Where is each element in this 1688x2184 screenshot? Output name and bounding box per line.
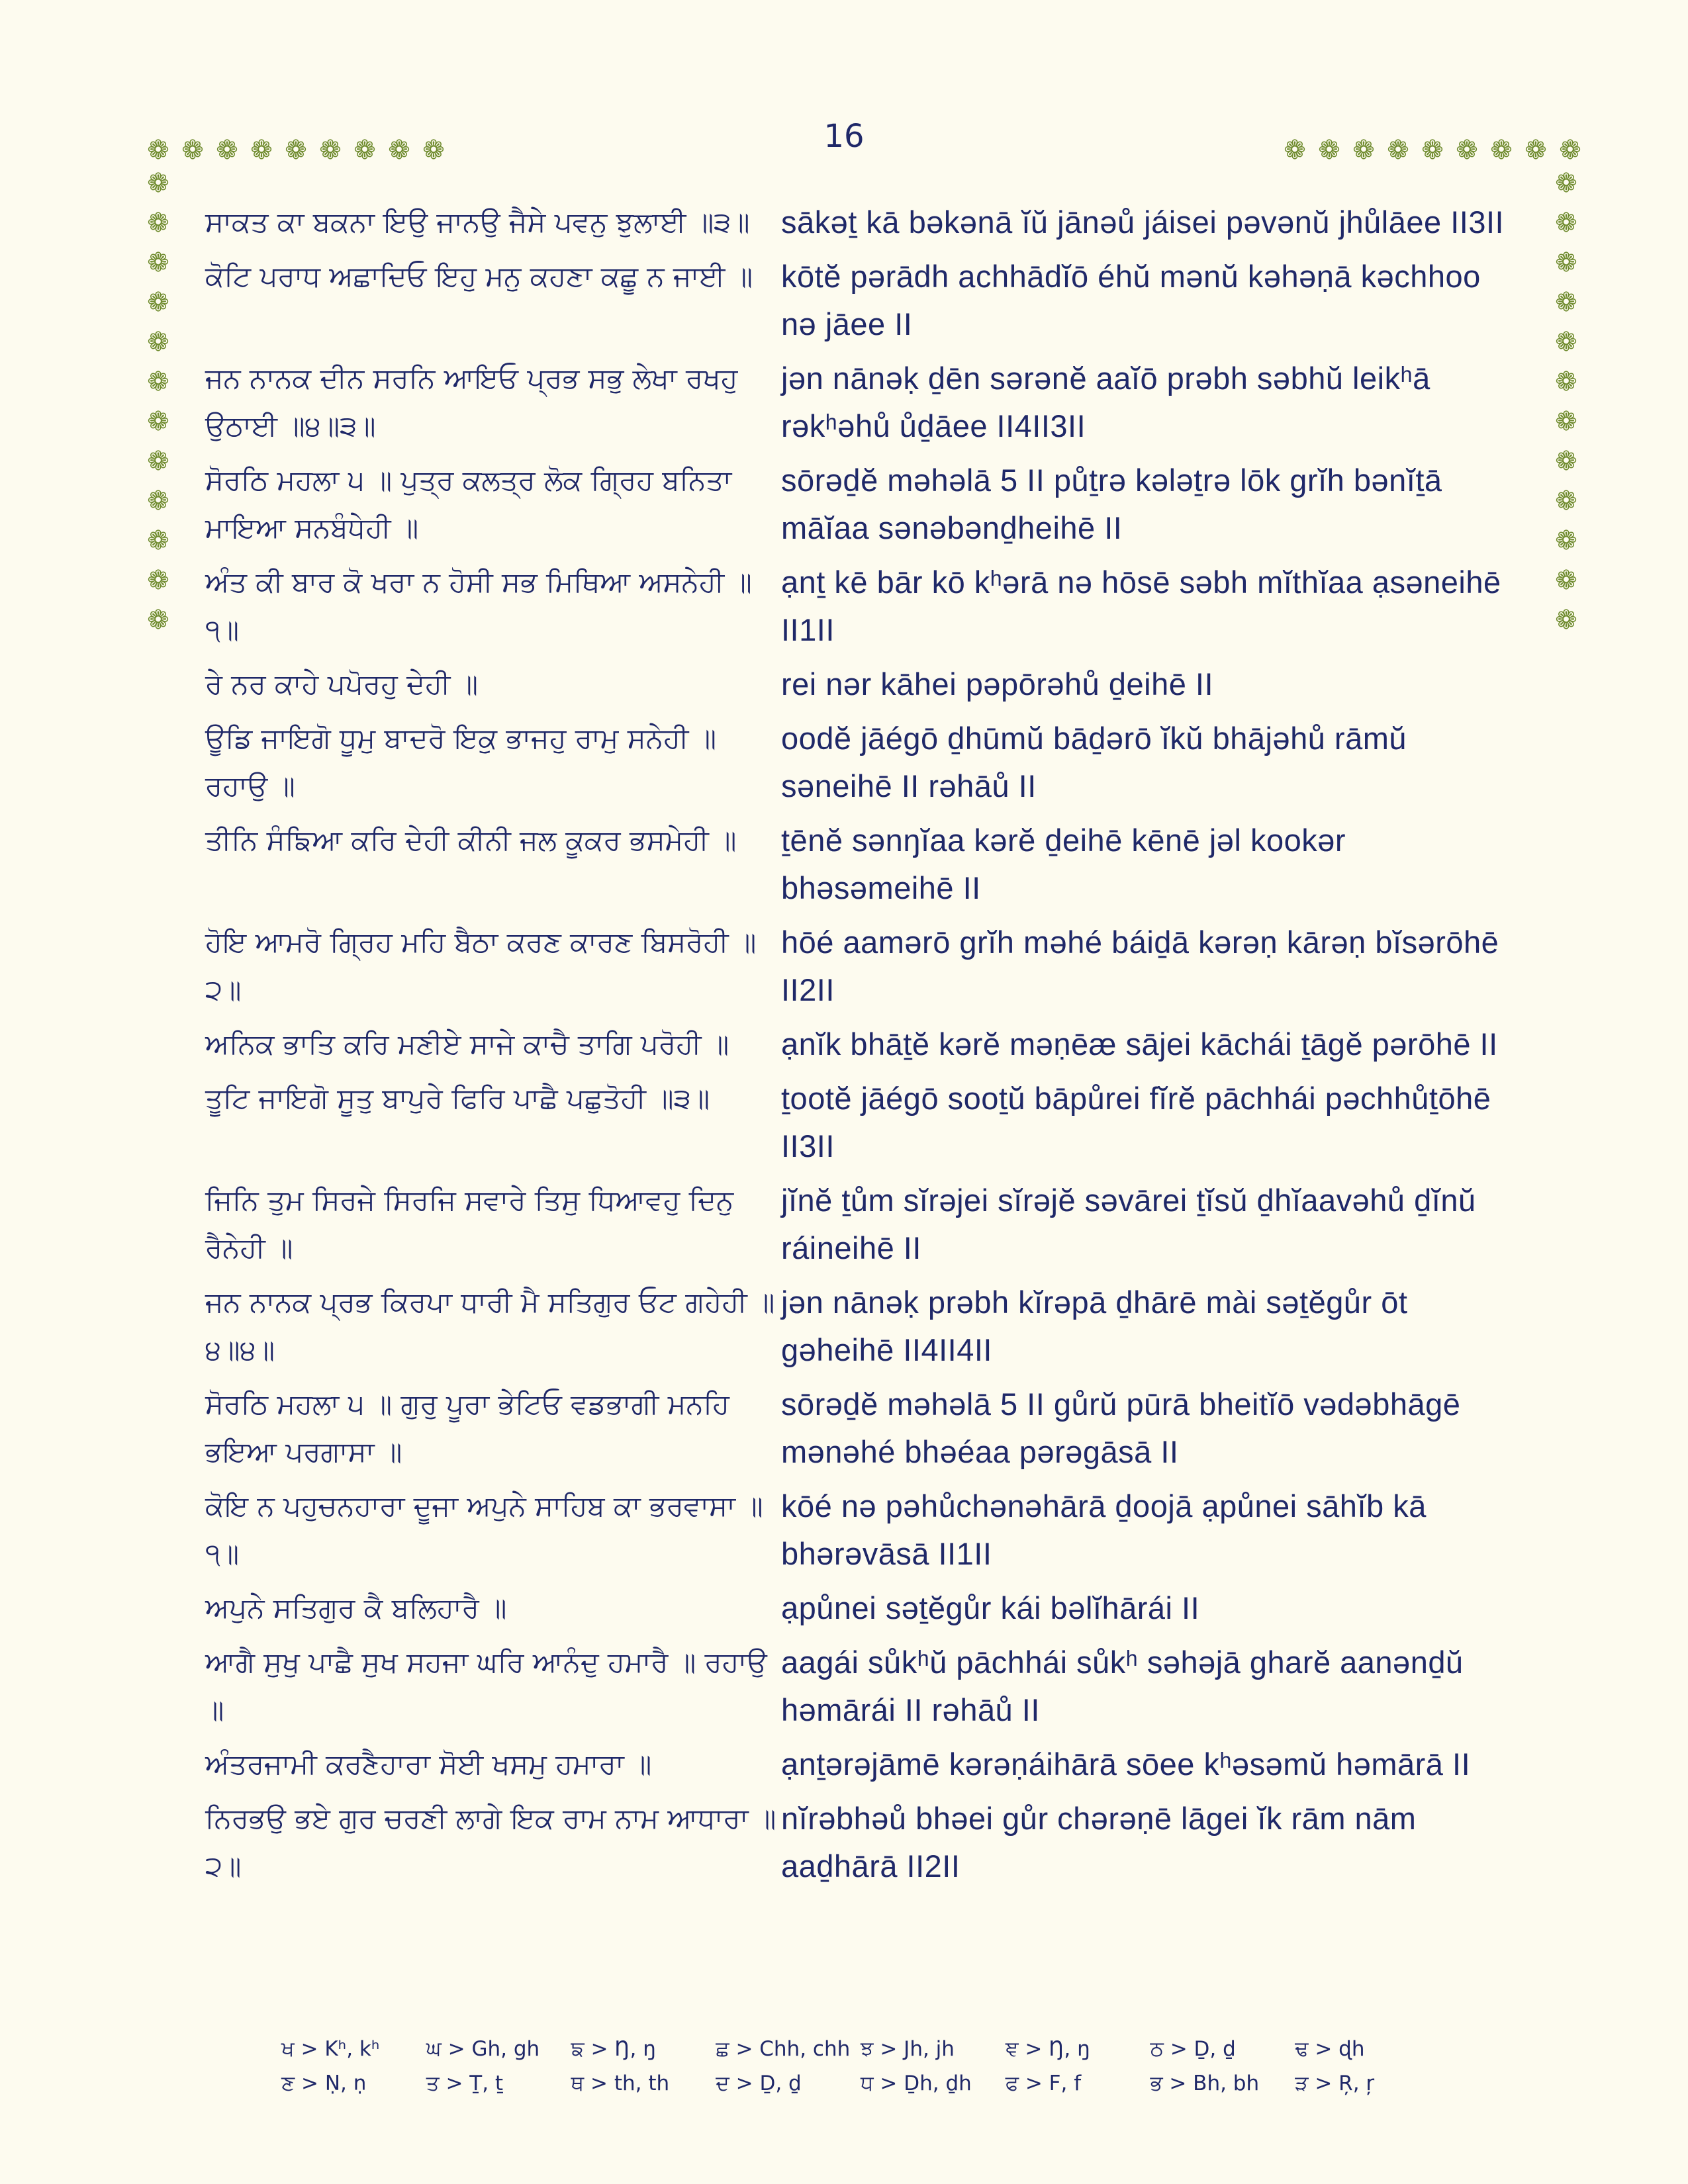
flower-icon: ❁ — [319, 135, 342, 165]
flower-icon: ❁ — [1555, 605, 1577, 635]
gurmukhi-text: ਜਨ ਨਾਨਕ ਪ੍ਰਭ ਕਿਰਪਾ ਧਾਰੀ ਮੈ ਸਤਿਗੁਰ ਓਟ ਗਹੇਹੀ ॥੪॥੪॥ — [205, 1286, 775, 1366]
verse-row — [205, 457, 1523, 552]
flower-icon: ❁ — [1555, 486, 1577, 516]
transliteration-key — [281, 2032, 1440, 2101]
gurmukhi-text: ਅੰਤਰਜਾਮੀ ਕਰਣੈਹਾਰਾ ਸੋਈ ਖਸਮੁ ਹਮਾਰਾ ॥ — [205, 1748, 652, 1780]
top-left-flower-border — [144, 137, 447, 163]
gurmukhi-text: ਕੋਇ ਨ ਪਹੁਚਨਹਾਰਾ ਦੂਜਾ ਅਪੁਨੇ ਸਾਹਿਬ ਕਾ ਭਰਵਾਸਾ ॥੧॥ — [205, 1490, 763, 1570]
transliteration-text: ạnṯ kē bār kō kʰərā nə hōsē səbh mĭthĭaa ạsəneihē II1II — [781, 565, 1501, 647]
transliteration-text: jĭnĕ ṯům sĭrəjei sĭrəjĕ səvārei ṯĭsŭ ḏhĭaavəhů ḏĭnŭ ráineihē II — [781, 1183, 1476, 1265]
flower-icon: ❁ — [1555, 287, 1577, 318]
flower-icon: ❁ — [147, 406, 169, 437]
transliteration-text: ṯēnĕ sənŋĭaa kərĕ ḏeihē kēnē jəl kookər bhəsəmeihē II — [781, 823, 1346, 905]
transliteration-text: ṯootĕ jāégō sooṯŭ bāpůrei fĭrĕ pāchhái pəchhůṯōhē II3II — [781, 1081, 1491, 1163]
key-entry: ਭ > Bh, bh — [1150, 2071, 1260, 2095]
key-entry: ਧ > Ḏh, ḏh — [861, 2071, 972, 2095]
gurmukhi-text: ਹੋਇ ਆਮਰੋ ਗ੍ਰਿਹ ਮਹਿ ਬੈਠਾ ਕਰਣ ਕਾਰਣ ਬਿਸਰੋਹੀ ॥੨॥ — [205, 926, 757, 1006]
flower-icon: ❁ — [1284, 135, 1306, 165]
gurmukhi-text: ਤੀਨਿ ਸੰਙਿਆ ਕਰਿ ਦੇਹੀ ਕੀਨੀ ਜਲ ਕੂਕਰ ਭਸਮੇਹੀ ॥ — [205, 824, 737, 856]
flower-icon: ❁ — [147, 287, 169, 318]
flower-icon: ❁ — [147, 135, 169, 165]
verse-row — [205, 1279, 1523, 1374]
gurmukhi-text: ਤੂਟਿ ਜਾਇਗੋ ਸੂਤੁ ਬਾਪੁਰੇ ਫਿਰਿ ਪਾਛੈ ਪਛੁਤੋਹੀ ॥੩॥ — [205, 1082, 710, 1115]
transliteration-text: nĭrəbhəů bhəei gůr chərəṇē lāgei ĭk rām nām aaḏhārā II2II — [781, 1801, 1417, 1884]
right-flower-border — [1552, 170, 1580, 633]
gurmukhi-text: ਜਨ ਨਾਨਕ ਦੀਨ ਸਰਨਿ ਆਇਓ ਪ੍ਰਭ ਸਭੁ ਲੇਖਾ ਰਖਹੁ ਉਠਾਈ ॥੪॥੩॥ — [205, 362, 738, 442]
verse-row — [205, 199, 1523, 246]
verse-row — [205, 715, 1523, 810]
verse-row — [205, 1795, 1523, 1890]
flower-icon: ❁ — [388, 135, 410, 165]
flower-icon: ❁ — [181, 135, 204, 165]
flower-icon: ❁ — [1456, 135, 1478, 165]
verse-row — [205, 1177, 1523, 1272]
key-entry: ੜ > Ŗ, ŗ — [1295, 2071, 1375, 2095]
flower-icon: ❁ — [1555, 327, 1577, 357]
verse-row — [205, 1482, 1523, 1578]
key-entry: ਞ > Ŋ, ŋ — [1005, 2036, 1090, 2061]
page-number: 16 — [823, 118, 865, 155]
gurmukhi-text: ਅਪੁਨੇ ਸਤਿਗੁਰ ਕੈ ਬਲਿਹਾਰੈ ॥ — [205, 1592, 507, 1624]
transliteration-text: ạpůnei səṯĕgůr kái bəlĭhārái II — [781, 1590, 1200, 1625]
key-row — [281, 2066, 1440, 2101]
verse-row — [205, 817, 1523, 912]
transliteration-text: sōrəḏĕ məhəlā 5 II půṯrə kələṯrə lōk grĭh bənĭṯā māĭaa sənəbənḏheihē II — [781, 463, 1442, 545]
gurmukhi-text: ਰੇ ਨਰ ਕਾਹੇ ਪਪੋਰਹੁ ਦੇਹੀ ॥ — [205, 668, 479, 700]
flower-icon: ❁ — [285, 135, 307, 165]
top-right-flower-border — [1281, 137, 1584, 163]
flower-icon: ❁ — [1555, 446, 1577, 477]
transliteration-text: sōrəḏĕ məhəlā 5 II gůrŭ pūrā bheitĭō vədəbhāgē mənəhé bhəéaa pərəgāsā II — [781, 1387, 1461, 1469]
flower-icon: ❁ — [1555, 525, 1577, 556]
transliteration-text: jən nānəḳ ḏēn sərənĕ aaĭō prəbh səbhŭ leikʰā rəkʰəhů ůḏāee II4II3II — [781, 361, 1430, 443]
left-flower-border — [144, 170, 172, 633]
verse-row — [205, 559, 1523, 654]
transliteration-text: ạnĭk bhāṯĕ kərĕ məṇēæ sājei kāchái ṯāgĕ pərōhē II — [781, 1026, 1498, 1062]
flower-icon: ❁ — [147, 486, 169, 516]
key-row — [281, 2032, 1440, 2066]
flower-icon: ❁ — [216, 135, 238, 165]
verse-table — [205, 199, 1523, 1897]
flower-icon: ❁ — [1524, 135, 1547, 165]
key-entry: ਖ > Kʰ, kʰ — [281, 2036, 380, 2061]
flower-icon: ❁ — [147, 327, 169, 357]
transliteration-text: kōé nə pəhůchənəhārā ḏoojā ạpůnei sāhĭb kā bhərəvāsā II1II — [781, 1488, 1427, 1571]
key-entry: ਥ > th, th — [571, 2071, 670, 2095]
flower-icon: ❁ — [1555, 367, 1577, 397]
gurmukhi-text: ਸੋਰਠਿ ਮਹਲਾ ੫ ॥ ਪੁਤ੍ਰ ਕਲਤ੍ਰ ਲੋਕ ਗ੍ਰਿਹ ਬਨਿਤਾ ਮਾਇਆ ਸਨਬੰਧੇਹੀ ॥ — [205, 464, 732, 544]
verse-row — [205, 1381, 1523, 1476]
key-entry: ਤ > Ṯ, ṯ — [426, 2071, 504, 2095]
flower-icon: ❁ — [147, 367, 169, 397]
key-entry: ਫ > F, f — [1005, 2071, 1082, 2095]
verse-row — [205, 1021, 1523, 1068]
flower-icon: ❁ — [1421, 135, 1444, 165]
gurmukhi-text: ਸੋਰਠਿ ਮਹਲਾ ੫ ॥ ਗੁਰੁ ਪੂਰਾ ਭੇਟਿਓ ਵਡਭਾਗੀ ਮਨਹਿ ਭਇਆ ਪਰਗਾਸਾ ॥ — [205, 1388, 729, 1468]
flower-icon: ❁ — [1318, 135, 1340, 165]
verse-row — [205, 1075, 1523, 1170]
flower-icon: ❁ — [1490, 135, 1513, 165]
transliteration-text: jən nānəḳ prəbh kĭrəpā ḏhārē mài səṯĕgůr ōt gəheihē II4II4II — [781, 1285, 1408, 1367]
key-entry: ਛ > Chh, chh — [716, 2036, 851, 2061]
transliteration-text: oodĕ jāégō ḏhūmŭ bāḏərō ĭkŭ bhājəhů rāmŭ səneihē II rəhāů II — [781, 721, 1407, 803]
flower-icon: ❁ — [1559, 135, 1581, 165]
verse-row — [205, 1741, 1523, 1788]
verse-row — [205, 660, 1523, 708]
verse-row — [205, 355, 1523, 450]
verse-row — [205, 1639, 1523, 1734]
transliteration-text: sākəṯ kā bəkənā ĭŭ jānəů jáisei pəvənŭ jhůlāee II3II — [781, 205, 1505, 240]
key-entry: ਙ > Ŋ, ŋ — [571, 2036, 656, 2061]
gurmukhi-text: ਸਾਕਤ ਕਾ ਬਕਨਾ ਇਉ ਜਾਨਉ ਜੈਸੇ ਪਵਨੁ ਝੁਲਾਈ ॥੩॥ — [205, 206, 750, 238]
flower-icon: ❁ — [1555, 565, 1577, 596]
flower-icon: ❁ — [147, 248, 169, 278]
flower-icon: ❁ — [147, 565, 169, 596]
key-entry: ਘ > Gh, gh — [426, 2036, 540, 2061]
transliteration-text: rei nər kāhei pəpōrəhů ḏeihē II — [781, 666, 1214, 702]
flower-icon: ❁ — [147, 208, 169, 238]
flower-icon: ❁ — [353, 135, 376, 165]
verse-row — [205, 919, 1523, 1014]
key-entry: ਦ > Ḏ, ḏ — [716, 2071, 802, 2095]
key-entry: ਝ > Jh, jh — [861, 2036, 955, 2061]
flower-icon: ❁ — [1352, 135, 1375, 165]
key-entry: ਠ > Ḏ, ḏ — [1150, 2036, 1236, 2061]
flower-icon: ❁ — [1555, 208, 1577, 238]
flower-icon: ❁ — [1555, 248, 1577, 278]
gurmukhi-text: ਕੋਟਿ ਪਰਾਧ ਅਛਾਦਿਓ ਇਹੁ ਮਨੁ ਕਹਣਾ ਕਛੂ ਨ ਜਾਈ ॥ — [205, 260, 753, 293]
transliteration-text: hōé aamərō grĭh məhé báiḏā kərəṇ kārəṇ bĭsərōhē II2II — [781, 925, 1499, 1007]
flower-icon: ❁ — [1555, 168, 1577, 199]
gurmukhi-text: ਅਨਿਕ ਭਾਤਿ ਕਰਿ ਮਣੀਏ ਸਾਜੇ ਕਾਚੈ ਤਾਗਿ ਪਰੋਹੀ ॥ — [205, 1028, 729, 1060]
gurmukhi-text: ਆਗੈ ਸੁਖੁ ਪਾਛੈ ਸੁਖ ਸਹਜਾ ਘਰਿ ਆਨੰਦੁ ਹਮਾਰੈ ॥ ਰਹਾਉ ॥ — [205, 1646, 767, 1726]
key-entry: ਣ > Ṇ, ṇ — [281, 2071, 367, 2095]
flower-icon: ❁ — [147, 446, 169, 477]
gurmukhi-text: ਜਿਨਿ ਤੁਮ ਸਿਰਜੇ ਸਿਰਜਿ ਸਵਾਰੇ ਤਿਸੁ ਧਿਆਵਹੁ ਦਿਨੁ ਰੈਨੇਹੀ ॥ — [205, 1184, 734, 1264]
flower-icon: ❁ — [1387, 135, 1409, 165]
flower-icon: ❁ — [1555, 406, 1577, 437]
flower-icon: ❁ — [147, 525, 169, 556]
transliteration-text: ạnṯərəjāmē kərəṇáihārā sōee kʰəsəmŭ həmārā II — [781, 1747, 1471, 1782]
gurmukhi-text: ਨਿਰਭਉ ਭਏ ਗੁਰ ਚਰਣੀ ਲਾਗੇ ਇਕ ਰਾਮ ਨਾਮ ਆਧਾਰਾ ॥੨॥ — [205, 1802, 776, 1882]
verse-row — [205, 1584, 1523, 1632]
key-entry: ਢ > ɖh — [1295, 2036, 1365, 2061]
gurmukhi-text: ਊਡਿ ਜਾਇਗੋ ਧੂਮੁ ਬਾਦਰੋ ਇਕੁ ਭਾਜਹੁ ਰਾਮੁ ਸਨੇਹੀ ॥ ਰਹਾਉ ॥ — [205, 722, 717, 802]
transliteration-text: kōtĕ pərādh achhādĭō éhŭ mənŭ kəhəṇā kəchhoo nə jāee II — [781, 259, 1481, 341]
flower-icon: ❁ — [422, 135, 445, 165]
gurmukhi-text: ਅੰਤ ਕੀ ਬਾਰ ਕੋ ਖਰਾ ਨ ਹੋਸੀ ਸਭ ਮਿਥਿਆ ਅਸਨੇਹੀ ॥੧॥ — [205, 566, 752, 646]
transliteration-text: aagái sůkʰŭ pāchhái sůkʰ səhəjā gharĕ aanənḏŭ həmārái II rəhāů II — [781, 1645, 1464, 1727]
flower-icon: ❁ — [250, 135, 273, 165]
flower-icon: ❁ — [147, 168, 169, 199]
verse-row — [205, 253, 1523, 348]
flower-icon: ❁ — [147, 605, 169, 635]
